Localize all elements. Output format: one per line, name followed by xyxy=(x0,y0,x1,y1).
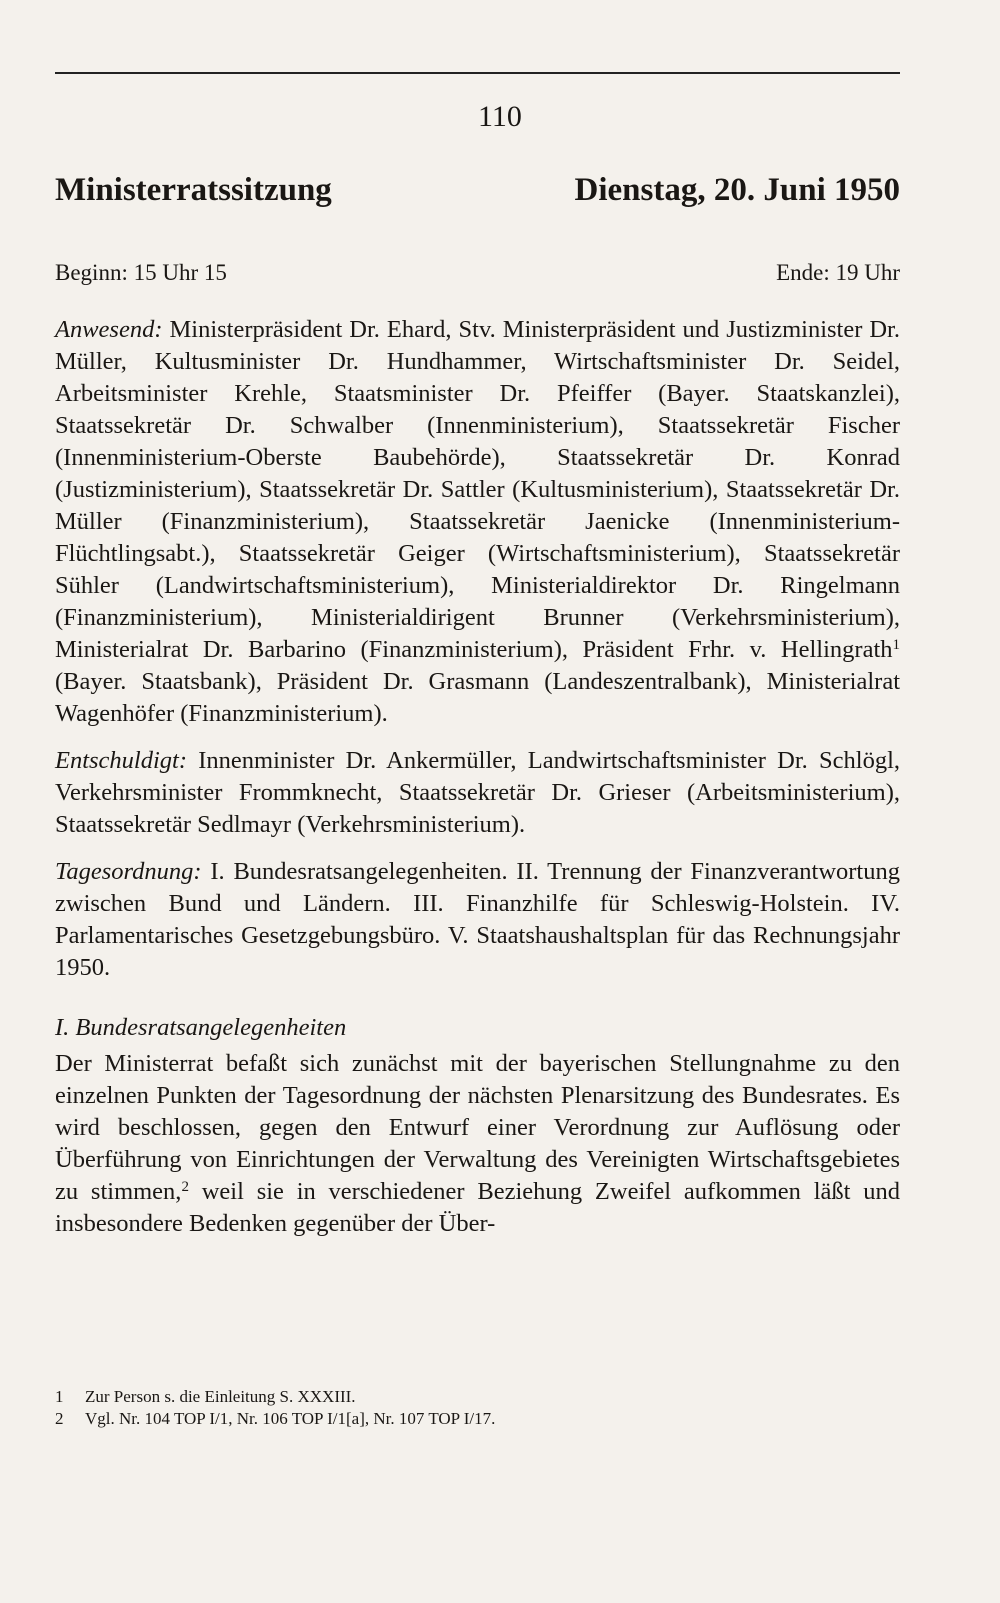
attendees-text-b: (Bayer. Staatsbank), Präsident Dr. Grasmann (Landeszentralbank), Ministerialrat Wagenhöfer (Finanzministerium). xyxy=(55,668,900,727)
footnote-number: 1 xyxy=(55,1387,64,1406)
footnotes xyxy=(55,1386,900,1430)
footnote-text: Vgl. Nr. 104 TOP I/1, Nr. 106 TOP I/1[a], Nr. 107 TOP I/17. xyxy=(85,1409,496,1428)
section-text-b: weil sie in verschiedener Beziehung Zweifel aufkommen läßt und insbesondere Bedenken gegenüber der Über- xyxy=(55,1178,900,1237)
footnote-2 xyxy=(55,1408,900,1430)
session-times xyxy=(55,260,900,286)
footnote-1 xyxy=(55,1386,900,1408)
session-title: Ministerratssitzung xyxy=(55,172,332,208)
footnote-ref-2: 2 xyxy=(181,1179,189,1195)
footnote-number: 2 xyxy=(55,1409,64,1428)
attendees-text-a: Ministerpräsident Dr. Ehard, Stv. Ministerpräsident und Justizminister Dr. Müller, Kultusminister Dr. Hundhammer, Wirtschaftsminister Dr. Seidel, Arbeitsminister Krehle, Staatsminister Dr. Pfeiffer (Bayer. Staatskanzlei), Staatssekretär Dr. Schwalber (Innenministerium), Staatssekretär Fischer (Innenministerium-Oberste Baubehörde), Staatssekretär Dr. Konrad (Justizministerium), Staatssekretär Dr. Sattler (Kultusministerium), Staatssekretär Dr. Müller (Finanzministerium), Staatssekretär Jaenicke (Innenministerium-Flüchtlingsabt.), Staatssekretär Geiger (Wirtschaftsministerium), Staatssekretär Sühler (Landwirtschaftsministerium), Ministerialdirektor Dr. Ringelmann (Finanzministerium), Ministerialdirigent Brunner (Verkehrsministerium), Ministerialrat Dr. Barbarino (Finanzministerium), Präsident Frhr. v. Hellingrath xyxy=(55,316,900,663)
footnote-text: Zur Person s. die Einleitung S. XXXIII. xyxy=(85,1387,356,1406)
agenda-paragraph xyxy=(55,856,900,984)
begin-time: Beginn: 15 Uhr 15 xyxy=(55,260,227,285)
page-number: 110 xyxy=(478,100,522,133)
agenda-text: I. Bundesratsangelegenheiten. II. Trennung der Finanzverantwortung zwischen Bund und Ländern. III. Finanzhilfe für Schleswig-Holstein. IV. Parlamentarisches Gesetzgebungsbüro. V. Staatshaushaltsplan für das Rechnungsjahr 1950. xyxy=(55,858,900,981)
section-paragraph xyxy=(55,1048,900,1240)
excused-text: Innenminister Dr. Ankermüller, Landwirtschaftsminister Dr. Schlögl, Verkehrsminister Frommknecht, Staatssekretär Dr. Grieser (Arbeitsministerium), Staatssekretär Sedlmayr (Verkehrsministerium). xyxy=(55,747,900,838)
section-title: I. Bundesratsangelegenheiten xyxy=(55,1014,347,1041)
agenda-label: Tagesordnung: xyxy=(55,858,202,885)
section-text-a: Der Ministerrat befaßt sich zunächst mit der bayerischen Stellungnahme zu den einzelnen Punkten der Tagesordnung der nächsten Plenarsitzung des Bundesrates. Es wird beschlossen, gegen den Entwurf einer Verordnung zur Auflösung oder Überführung von Einrichtungen der Verwaltung des Vereinigten Wirtschaftsgebietes zu stimmen, xyxy=(55,1050,900,1205)
session-date: Dienstag, 20. Juni 1950 xyxy=(574,172,900,208)
attendees-label: Anwesend: xyxy=(55,316,163,343)
attendees-paragraph xyxy=(55,314,900,730)
excused-paragraph xyxy=(55,745,900,841)
session-heading xyxy=(55,172,900,209)
footnote-ref-1: 1 xyxy=(892,637,900,653)
document-body xyxy=(55,314,900,1255)
excused-label: Entschuldigt: xyxy=(55,747,188,774)
header-rule xyxy=(55,72,900,74)
end-time: Ende: 19 Uhr xyxy=(776,260,900,285)
